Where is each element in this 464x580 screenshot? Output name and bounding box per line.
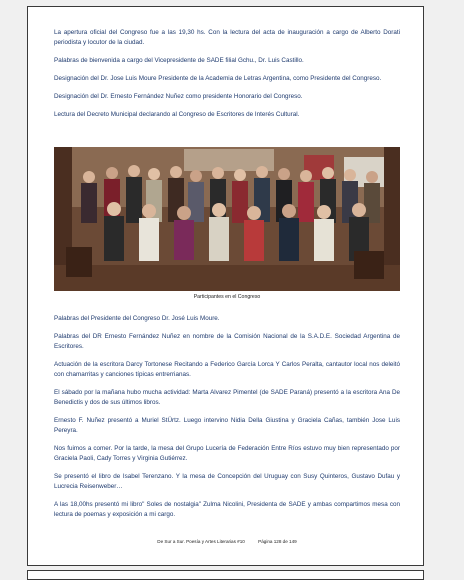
paragraph: Lectura del Decreto Municipal declarando al Congreso de Escritores de Interés Cultural.: [54, 111, 300, 118]
footer-publication: De Sur a Sur. Poesía y Artes Literarias #10: [157, 539, 245, 544]
group-photo: [54, 147, 400, 291]
paragraph: Ernesto F. Nuñez presentó a Muriel StÜrtz. Luego intervino Nidia Della Giustina y Graciela Cañas, también Jose Luis Pereyra.: [54, 417, 400, 434]
paragraph: Designación del Dr. Jose Luis Moure Presidente de la Academia de Letras Argentina, como Presidente del Congreso.: [54, 75, 382, 82]
paragraph: Actuación de la escritora Darcy Tortonese Recitando a Federico García Lorca Y Carlos Peralta, cantautor local nos deleitó con chamarritas y canciones típicas entrerrianas.: [54, 361, 400, 378]
paragraph: Designación del Dr. Ernesto Fernández Nuñez como presidente Honorario del Congreso.: [54, 93, 303, 100]
paragraph: El sábado por la mañana hubo mucha actividad: Marta Alvarez Pimentel (de SADE Paraná) presentó a la escritora Ana De Benedictis y dos de sus últimos libros.: [54, 389, 400, 406]
paragraph: Nos fuimos a comer. Por la tarde, la mesa del Grupo Lucería de Federación Entre Ríos estuvo muy bien representado por Graciela Paoli, Cady Torres y Virginia Gutiérrez.: [54, 445, 400, 462]
document-page: [27, 6, 424, 566]
next-page-edge: [27, 570, 424, 580]
paragraph: La apertura oficial del Congreso fue a las 19,30 hs. Con la lectura del acta de inauguración a cargo de Alberto Dorati periodista y locutor de la ciudad.: [54, 29, 400, 46]
paragraph: A las 18,00hs presentó mi libro" Soles de nostalgia" Zulma Nicolini, Presidenta de SADE y ambas compartimos mesa con lectura de poemas y exposición a mi cargo.: [54, 501, 400, 518]
page-footer: [54, 539, 400, 544]
paragraph: Se presentó el libro de Isabel Terenzano. Y la mesa de Concepción del Uruguay con Susy Quinteros, Gustavo Dufau y Lucrecia Reisenweber…: [54, 473, 400, 490]
paragraph: Palabras de bienvenida a cargo del Vicepresidente de SADE filial Gchu., Dr. Luis Castillo.: [54, 57, 304, 64]
text-block-bottom: [54, 314, 400, 528]
text-block-top: [54, 28, 400, 128]
photo-caption: Participantes en el Congreso: [193, 294, 261, 300]
footer-page-number: Página 128 de 149: [258, 539, 297, 544]
paragraph: Palabras del DR Ernesto Fernández Nuñez en nombre de la Comisión Nacional de la S.A.D.E. Sociedad Argentina de Escritores.: [54, 333, 400, 350]
paragraph: Palabras del Presidente del Congreso Dr. José Luis Moure.: [54, 315, 220, 322]
